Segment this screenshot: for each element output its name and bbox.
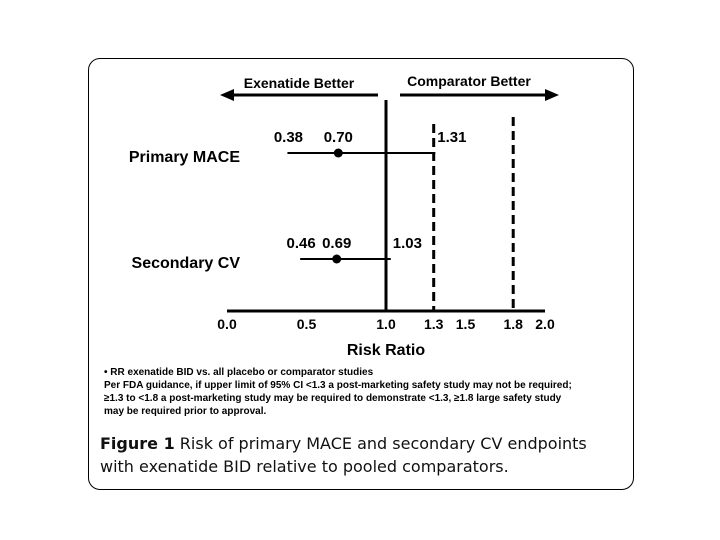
right-arrowhead-icon (545, 89, 559, 101)
ci-upper-label: 1.03 (392, 235, 422, 252)
x-tick-label: 1.0 (376, 316, 396, 332)
point-estimate-label: 0.70 (323, 129, 353, 146)
footnote-line-3: ≥1.3 to <1.8 a post-marketing study may be required to demonstrate <1.3, ≥1.8 large safety study (104, 393, 562, 404)
footnote-line-4: may be required prior to approval. (104, 406, 267, 417)
direction-left-label: Exenatide Better (243, 75, 355, 91)
caption-text: Risk of primary MACE and secondary CV endpoints with exenatide BID relative to pooled comparators. (100, 434, 587, 476)
left-arrowhead-icon (220, 89, 234, 101)
row-label: Primary MACE (128, 149, 240, 166)
x-tick-label: 1.5 (455, 316, 476, 332)
x-axis-title: Risk Ratio (346, 342, 426, 359)
point-estimate-marker (332, 255, 341, 264)
footnote-line-1: • RR exenatide BID vs. all placebo or comparator studies (104, 367, 374, 378)
figure-caption (100, 432, 625, 478)
x-tick-label: 2.0 (535, 316, 555, 332)
ci-lower-label: 0.46 (286, 235, 316, 252)
row-label: Secondary CV (131, 255, 240, 272)
direction-right-label: Comparator Better (407, 73, 531, 89)
x-tick-label: 0.0 (217, 316, 237, 332)
point-estimate-marker (334, 149, 343, 158)
x-tick-label: 1.8 (503, 316, 523, 332)
ci-lower-label: 0.38 (273, 129, 304, 146)
footnotes (104, 366, 624, 418)
point-estimate-label: 0.69 (322, 235, 352, 252)
figure-label: Figure 1 (100, 434, 175, 453)
ci-upper-label: 1.31 (437, 129, 467, 146)
x-tick-label: 1.3 (423, 316, 444, 332)
footnote-line-2: Per FDA guidance, if upper limit of 95% CI <1.3 a post-marketing safety study may not be required; (104, 380, 572, 391)
x-tick-label: 0.5 (296, 316, 317, 332)
